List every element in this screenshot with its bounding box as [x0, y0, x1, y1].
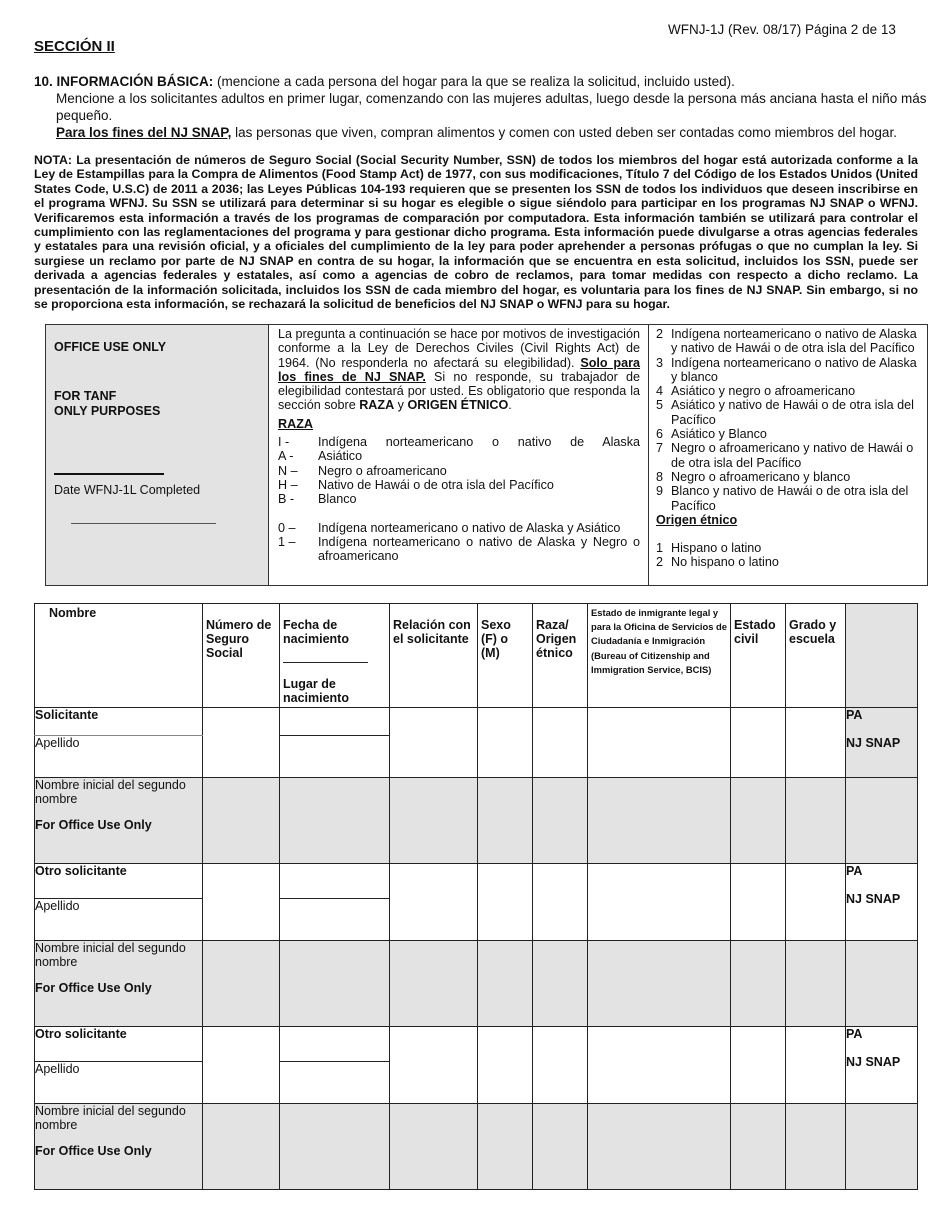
origen-option	[656, 541, 921, 555]
race-label: Nativo de Hawái o de otra isla del Pacífico	[318, 477, 554, 492]
header-ssn: Número de Seguro Social	[203, 604, 280, 708]
segundo-nombre-label: Nombre inicial del segundo nombre	[35, 941, 186, 969]
pa-label: PA	[846, 1027, 863, 1041]
date-completed-label: Date WFNJ-1L Completed	[54, 483, 201, 497]
segundo-nombre-cell	[35, 1104, 203, 1190]
raza-title: RAZA	[278, 416, 313, 431]
origen-code: 1	[656, 541, 664, 556]
office-use-panel	[46, 325, 269, 585]
question-10-line2: Mencione a los solicitantes adultos en primer lugar, comenzando con las mujeres adultas, luego desde la persona más anciana hasta el niño más pequeño.	[56, 91, 927, 123]
race-code: A -	[278, 449, 294, 464]
marital-status-cell[interactable]	[731, 864, 786, 941]
race-intro-1: La pregunta a continuación se hace por motivos de investigación conforme a la Ley de Derechos Civiles (Civil Rights Act) de 1964. (No responderla no afectará su elegibilidad).	[278, 327, 640, 370]
ssn-cell[interactable]	[203, 864, 280, 941]
dob-cell[interactable]	[280, 708, 390, 736]
table-row	[35, 1104, 918, 1190]
dob-cell[interactable]	[280, 1027, 390, 1062]
table-row	[35, 1027, 918, 1062]
grade-cell[interactable]	[786, 1027, 846, 1104]
apellido-label: Apellido	[35, 1062, 203, 1104]
race-intro-origen: ORIGEN ÉTNICO	[407, 398, 509, 413]
header-raza: Raza/ Origen étnico	[533, 604, 588, 708]
office-cell	[390, 1104, 478, 1190]
date-line[interactable]	[71, 523, 216, 524]
office-cell	[478, 1104, 533, 1190]
race-label: Indígena norteamericano o nativo de Alaska	[318, 435, 640, 450]
combo-label: Asiático y negro o afroamericano	[671, 384, 856, 399]
sex-cell[interactable]	[478, 864, 533, 941]
snap-text: las personas que viven, compran alimentos y comen con usted deben ser contadas como miembros del hogar.	[231, 125, 897, 140]
form-reference: WFNJ-1J (Rev. 08/17) Página 2 de 13	[668, 22, 896, 37]
race-cell[interactable]	[533, 864, 588, 941]
race-option	[278, 492, 640, 506]
origen-code: 2	[656, 555, 664, 570]
table-row	[35, 941, 918, 1027]
combo-label: Blanco y nativo de Hawái o de otra isla del Pacífico	[671, 484, 909, 513]
table-row	[35, 708, 918, 736]
office-cell	[731, 941, 786, 1027]
race-intro-end: .	[508, 398, 512, 413]
race-combos-panel	[649, 325, 927, 585]
birthplace-cell[interactable]	[280, 899, 390, 941]
signature-line	[54, 473, 164, 475]
immigrant-status-cell[interactable]	[588, 1027, 731, 1104]
program-cell	[846, 864, 918, 941]
office-cell	[786, 778, 846, 864]
combo-label: Asiático y Blanco	[671, 427, 767, 442]
race-option	[278, 464, 640, 478]
office-cell	[731, 1104, 786, 1190]
origen-label: Hispano o latino	[671, 541, 762, 556]
combo-option	[656, 327, 921, 356]
combo-code: 9	[656, 484, 664, 499]
header-fecha	[280, 604, 390, 708]
sex-cell[interactable]	[478, 1027, 533, 1104]
table-row	[35, 864, 918, 899]
applicant-label: Solicitante	[35, 708, 203, 736]
nj-snap-label: NJ SNAP	[846, 736, 901, 750]
applicant-label: Otro solicitante	[35, 1027, 203, 1062]
combo-code: 6	[656, 427, 664, 442]
office-cell	[588, 941, 731, 1027]
race-option	[278, 435, 640, 449]
race-option	[278, 478, 640, 492]
office-cell	[478, 941, 533, 1027]
combo-code: 7	[656, 441, 664, 456]
combo-option	[278, 521, 640, 535]
race-cell[interactable]	[533, 1027, 588, 1104]
office-cell	[731, 778, 786, 864]
origen-label: No hispano o latino	[671, 555, 779, 570]
marital-status-cell[interactable]	[731, 708, 786, 778]
office-cell	[478, 778, 533, 864]
sex-cell[interactable]	[478, 708, 533, 778]
birthplace-cell[interactable]	[280, 1062, 390, 1104]
household-table	[34, 603, 918, 1190]
header-estado-inmigrante: Estado de inmigrante legal y para la Oficina de Servicios de Ciudadanía e Inmigración (Bureau of Citizenship and Immigration Service, BCIS)	[588, 604, 731, 708]
apellido-label: Apellido	[35, 899, 203, 941]
office-use-label: For Office Use Only	[35, 981, 152, 995]
race-intro-snap: Solo para los fines de NJ SNAP.	[278, 355, 641, 384]
combo-label: Negro o afroamericano y nativo de Hawái o de otra isla del Pacífico	[671, 441, 914, 470]
dob-cell[interactable]	[280, 864, 390, 899]
office-cell	[390, 778, 478, 864]
office-cell	[203, 1104, 280, 1190]
race-intro-2: Si no responde, su trabajador de elegibilidad contestará por usted. Es obligatorio que responda la sección sobre	[278, 369, 641, 413]
office-cell	[280, 778, 390, 864]
grade-cell[interactable]	[786, 708, 846, 778]
applicant-label: Otro solicitante	[35, 864, 203, 899]
nota-paragraph: NOTA: La presentación de números de Seguro Social (Social Security Number, SSN) de todos los miembros del hogar está autorizada conforme a la Ley de Estampillas para la Compra de Alimentos (Food Stamp Act) de 1977, con sus modificaciones, Título 7 del Código de los Estados Unidos (United States Code, U.S.C) de 2011 a 2036; las Leyes Públicas 104-193 requieren que se presenten los SSN de todos los individuos que deseen inscribirse en el programa WFNJ. Su SSN se utilizará para determinar si su hogar es elegible o sigue siéndolo para participar en los programas NJ SNAP o WFNJ. Verificaremos esta información a través de los programas de comparación por computadora. Esta información también se utilizará para controlar el cumplimiento con las reglamentaciones del programa y para gestionar dicho programa. Esta información puede divulgarse a otras agencias federales y estatales para una revisión oficial, y a oficiales del cumplimiento de la ley para poder aprehender a personas prófugas o que no cumplan la ley. Si surgiese un reclamo por parte de NJ SNAP en contra de su hogar, la información que se encuentra en esta solicitud, incluidos los SSN, puede ser derivada a agencias federales y estatales, así como a agencias de cobro de reclamos, para tomar medidas con respecto a dicho reclamo. La presentación de la información solicitada, incluidos los SSN de cada miembro del hogar, es voluntaria para los fines de NJ SNAP. Sin embargo, si no se proporciona esta información, se rechazará la solicitud de beneficios del NJ SNAP o WFNJ para su hogar.	[34, 153, 918, 312]
pa-label: PA	[846, 708, 863, 722]
office-use-label: For Office Use Only	[35, 1144, 152, 1158]
ssn-cell[interactable]	[203, 708, 280, 778]
office-cell	[786, 941, 846, 1027]
header-sexo: Sexo (F) o (M)	[478, 604, 533, 708]
combo-option	[656, 470, 921, 484]
race-cell[interactable]	[533, 708, 588, 778]
office-cell	[588, 1104, 731, 1190]
office-cell	[846, 1104, 918, 1190]
question-10-label: 10. INFORMACIÓN BÁSICA:	[34, 74, 214, 89]
combo-option	[656, 398, 921, 427]
nj-snap-label: NJ SNAP	[846, 1055, 901, 1069]
apellido-label: Apellido	[35, 736, 203, 778]
combo-label: Indígena norteamericano o nativo de Alaska y Negro o afroamericano	[318, 534, 640, 564]
header-fecha-text: Fecha de nacimiento	[283, 618, 349, 646]
office-use-only-label: OFFICE USE ONLY	[54, 340, 167, 354]
relation-cell[interactable]	[390, 864, 478, 941]
grade-cell[interactable]	[786, 864, 846, 941]
header-lugar-text: Lugar de nacimiento	[283, 677, 349, 705]
combo-option	[656, 356, 921, 385]
header-divider	[283, 662, 368, 663]
question-10	[34, 73, 929, 141]
combo-code: 3	[656, 355, 664, 370]
combo-code: 8	[656, 469, 664, 484]
nj-snap-label: NJ SNAP	[846, 892, 901, 906]
race-option	[278, 449, 640, 463]
header-relacion: Relación con el solicitante	[390, 604, 478, 708]
header-nombre: Nombre	[35, 604, 203, 708]
office-cell	[786, 1104, 846, 1190]
combo-code: 1 –	[278, 534, 296, 549]
office-cell	[533, 1104, 588, 1190]
immigrant-status-cell[interactable]	[588, 864, 731, 941]
table-header-row	[35, 604, 918, 708]
section-title: SECCIÓN II	[34, 38, 115, 55]
header-grado: Grado y escuela	[786, 604, 846, 708]
combo-label: Indígena norteamericano o nativo de Alaska y nativo de Hawái o de otra isla del Pacífico	[671, 327, 917, 356]
birthplace-cell[interactable]	[280, 736, 390, 778]
race-intro-raza: RAZA	[359, 398, 395, 413]
snap-lead: Para los fines del NJ SNAP,	[56, 125, 232, 140]
combo-label: Indígena norteamericano o nativo de Alaska y blanco	[671, 355, 917, 384]
header-program	[846, 604, 918, 708]
office-cell	[846, 778, 918, 864]
for-tanf-label-2: ONLY PURPOSES	[54, 404, 161, 418]
combo-label: Negro o afroamericano y blanco	[671, 469, 851, 484]
combo-code: 0 –	[278, 520, 296, 535]
office-cell	[846, 941, 918, 1027]
race-code: N –	[278, 463, 298, 478]
combo-code: 2	[656, 327, 664, 341]
header-estado-civil: Estado civil	[731, 604, 786, 708]
office-cell	[280, 1104, 390, 1190]
ssn-cell[interactable]	[203, 1027, 280, 1104]
combo-label: Asiático y nativo de Hawái o de otra isla del Pacífico	[671, 398, 914, 427]
race-intro-y: y	[394, 398, 408, 413]
segundo-nombre-cell	[35, 941, 203, 1027]
office-cell	[390, 941, 478, 1027]
combo-option	[656, 441, 921, 470]
combo-option	[656, 427, 921, 441]
combo-code: 5	[656, 398, 664, 413]
origen-title: Origen étnico	[656, 512, 738, 527]
combo-code: 4	[656, 384, 664, 399]
race-label: Blanco	[318, 492, 357, 507]
combo-option	[656, 484, 921, 513]
table-row	[35, 778, 918, 864]
office-cell	[280, 941, 390, 1027]
office-cell	[533, 778, 588, 864]
relation-cell[interactable]	[390, 708, 478, 778]
program-cell	[846, 1027, 918, 1104]
segundo-nombre-label: Nombre inicial del segundo nombre	[35, 778, 186, 806]
immigrant-status-cell[interactable]	[588, 708, 731, 778]
race-code: I -	[278, 435, 290, 450]
combo-option	[656, 384, 921, 398]
marital-status-cell[interactable]	[731, 1027, 786, 1104]
office-use-box	[45, 324, 928, 586]
race-label: Negro o afroamericano	[318, 463, 447, 478]
office-cell	[203, 941, 280, 1027]
office-cell	[203, 778, 280, 864]
for-tanf-label-1: FOR TANF	[54, 389, 117, 403]
relation-cell[interactable]	[390, 1027, 478, 1104]
origen-option	[656, 555, 921, 569]
combo-label: Indígena norteamericano o nativo de Alaska y Asiático	[318, 520, 621, 535]
question-10-text: (mencione a cada persona del hogar para la que se realiza la solicitud, incluido usted).	[217, 74, 735, 89]
office-cell	[533, 941, 588, 1027]
office-cell	[588, 778, 731, 864]
segundo-nombre-cell	[35, 778, 203, 864]
race-code: B -	[278, 492, 295, 507]
race-question-panel	[269, 325, 649, 585]
office-use-label: For Office Use Only	[35, 818, 152, 832]
program-cell	[846, 708, 918, 778]
pa-label: PA	[846, 864, 863, 878]
race-label: Asiático	[318, 449, 363, 464]
segundo-nombre-label: Nombre inicial del segundo nombre	[35, 1104, 186, 1132]
race-code: H –	[278, 477, 298, 492]
combo-option	[278, 535, 640, 564]
